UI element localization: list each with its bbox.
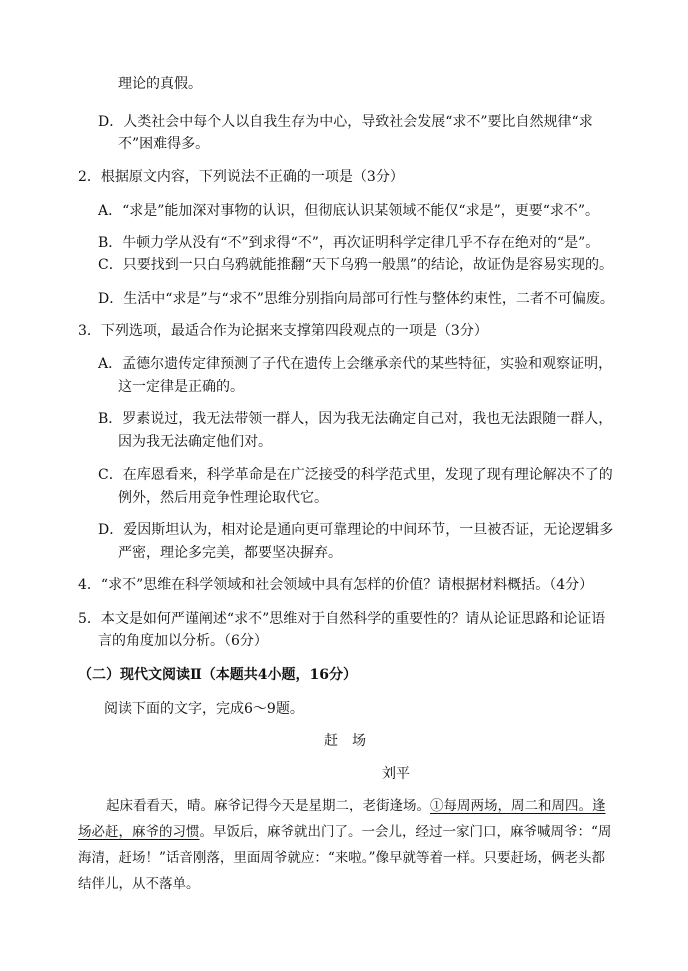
line-option-d-cont: 不”困难得多。 [118, 136, 210, 152]
q2-option-b: B．牛顿力学从没有“不”到求得“不”，再次证明科学定律几乎不存在绝对的“是”。 [98, 235, 600, 251]
reading-intro: 阅读下面的文字，完成6～9题。 [104, 701, 304, 717]
question-2: 2．根据原文内容，下列说法不正确的一项是（3分） [78, 169, 404, 185]
line-option-c-end: 理论的真假。 [118, 76, 202, 92]
question-5-cont: 言的角度加以分析。（6分） [98, 633, 268, 649]
section-heading: （二）现代文阅读Ⅱ（本题共4小题，16分） [78, 667, 358, 683]
q3-option-b-cont: 因为我无法确定他们对。 [118, 434, 272, 450]
q3-option-a: A．孟德尔遗传定律预测了子代在遗传上会继承亲代的某些特征，实验和观察证明， [98, 356, 613, 372]
story-text: 起床看看天，晴。麻爷记得今天是星期二，老街逢场。 [106, 798, 430, 814]
q3-option-d: D．爱因斯坦认为，相对论是通向更可靠理论的中间环节，一旦被否证，无论逻辑多 [98, 522, 614, 538]
story-author: 刘平 [382, 766, 410, 782]
story-paragraph [78, 793, 618, 897]
q3-option-d-cont: 严密，理论多完美，都要坚决摒弃。 [118, 545, 342, 561]
q2-option-c: C．只要找到一只白乌鸦就能推翻“天下乌鸦一般黑”的结论，故证伪是容易实现的。 [98, 257, 614, 273]
line-option-d: D．人类社会中每个人以自我生存为中心，导致社会发展“求不”要比自然规律“求 [98, 114, 593, 130]
q3-option-c-cont: 例外，然后用竞争性理论取代它。 [118, 490, 328, 506]
q3-option-c: C．在库恩看来，科学革命是在广泛接受的科学范式里，发现了现有理论解决不了的 [98, 467, 613, 483]
q3-option-a-cont: 这一定律是正确的。 [118, 379, 244, 395]
q2-option-d: D．生活中“求是”与“求不”思维分别指向局部可行性与整体约束性，二者不可偏废。 [98, 291, 614, 307]
question-3: 3．下列选项，最适合作为论据来支撑第四段观点的一项是（3分） [78, 323, 488, 339]
question-4: 4．“求不”思维在科学领域和社会领域中具有怎样的价值？请根据材料概括。（4分） [78, 577, 594, 593]
story-title: 赶场 [324, 733, 380, 749]
q2-option-a: A．“求是”能加深对事物的认识，但彻底认识某领域不能仅“求是”，更要“求不”。 [98, 203, 600, 219]
story-text-cont: 。早饭后，麻爷就出门了。一会儿，经过一家门口，麻爷喊周爷：“周海清，赶场！”话音刚落，里面周爷就应：“来啦。”像早就等着一样。只要赶场，俩老头都结伴儿，从不落单。 [78, 824, 612, 892]
question-5: 5．本文是如何严谨阐述“求不”思维对于自然科学的重要性的？请从论证思路和论证语 [78, 611, 606, 627]
q3-option-b: B．罗素说过，我无法带领一群人，因为我无法确定自己对，我也无法跟随一群人， [98, 411, 613, 427]
underlined-sentence: ①每周两场，周二和周四。逢场必赶，麻爷的习惯 [78, 798, 606, 840]
